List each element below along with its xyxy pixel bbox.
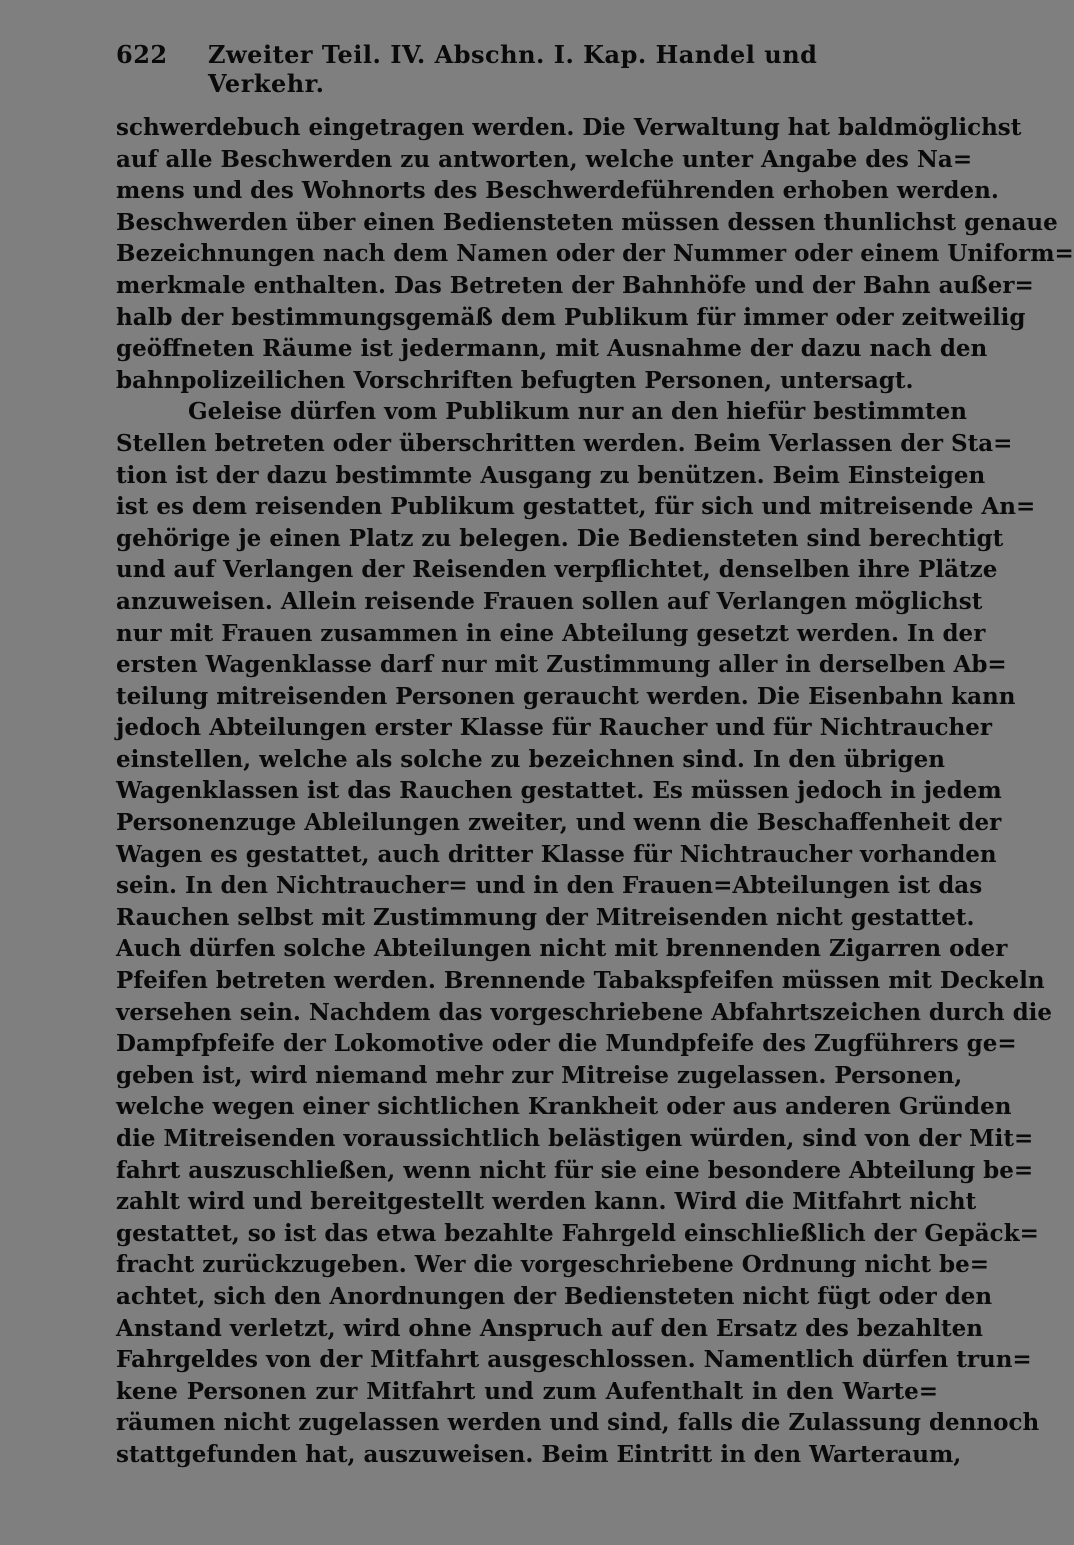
text-line: Fahrgeldes von der Mitfahrt ausgeschlossen. Namentlich dürfen trun= [116, 1346, 1032, 1374]
text-line: anzuweisen. Allein reisende Frauen sollen auf Verlangen möglichst [116, 587, 983, 615]
text-line: räumen nicht zugelassen werden und sind, falls die Zulassung dennoch [116, 1409, 1040, 1437]
text-line: Bezeichnungen nach dem Namen oder der Nummer oder einem Uniform= [116, 240, 1074, 268]
text-line: und auf Verlangen der Reisenden verpflichtet, denselben ihre Plätze [116, 556, 998, 584]
text-line: bahnpolizeilichen Vorschriften befugten Personen, untersagt. [116, 366, 914, 394]
text-line: Auch dürfen solche Abteilungen nicht mit brennenden Zigarren oder [116, 935, 1008, 963]
text-line: achtet, sich den Anordnungen der Bediensteten nicht fügt oder den [116, 1282, 993, 1310]
text-line: sein. In den Nichtraucher= und in den Frauen=Abteilungen ist das [116, 872, 983, 900]
page-number: 622 [116, 40, 168, 69]
text-line: tion ist der dazu bestimmte Ausgang zu benützen. Beim Einsteigen [116, 461, 986, 489]
text-line: welche wegen einer sichtlichen Krankheit oder aus anderen Gründen [116, 1093, 1012, 1121]
text-line: einstellen, welche als solche zu bezeichnen sind. In den übrigen [116, 745, 945, 773]
text-line: ersten Wagenklasse darf nur mit Zustimmung aller in derselben Ab= [116, 651, 1007, 679]
body-text [116, 112, 1074, 1471]
text-line: jedoch Abteilungen erster Klasse für Raucher und für Nichtraucher [116, 714, 993, 742]
text-line: fracht zurückzugeben. Wer die vorgeschriebene Ordnung nicht be= [116, 1251, 990, 1279]
text-line: die Mitreisenden voraussichtlich belästigen würden, sind von der Mit= [116, 1125, 1034, 1152]
text-line: Rauchen selbst mit Zustimmung der Mitreisenden nicht gestattet. [116, 903, 975, 931]
text-line: zahlt wird und bereitgestellt werden kann. Wird die Mitfahrt nicht [116, 1188, 977, 1216]
text-line: Anstand verletzt, wird ohne Anspruch auf den Ersatz des bezahlten [116, 1314, 983, 1342]
text-line: Dampfpfeife der Lokomotive oder die Mundpfeife des Zugführers ge= [116, 1030, 1017, 1058]
text-line: geöffneten Räume ist jedermann, mit Ausnahme der dazu nach den [116, 335, 988, 363]
text-line: Geleise dürfen vom Publikum nur an den hiefür bestimmten [188, 398, 967, 426]
text-line: Personenzuge Ableilungen zweiter, und wenn die Beschaffenheit der [116, 809, 1002, 837]
text-line: merkmale enthalten. Das Betreten der Bahnhöfe und der Bahn außer= [116, 271, 1034, 299]
text-line: Pfeifen betreten werden. Brennende Tabakspfeifen müssen mit Deckeln [116, 967, 1045, 995]
text-line: gestattet, so ist das etwa bezahlte Fahrgeld einschließlich der Gepäck= [116, 1219, 1039, 1247]
text-line: Stellen betreten oder überschritten werden. Beim Verlassen der Sta= [116, 429, 1013, 457]
text-line: auf alle Beschwerden zu antworten, welche unter Angabe des Na= [116, 145, 973, 173]
text-line: Beschwerden über einen Bediensteten müssen dessen thunlichst genaue [116, 208, 1058, 236]
text-line: geben ist, wird niemand mehr zur Mitreise zugelassen. Personen, [116, 1061, 963, 1089]
text-line: versehen sein. Nachdem das vorgeschriebene Abfahrtszeichen durch die [116, 998, 1053, 1026]
text-line: ist es dem reisenden Publikum gestattet, für sich und mitreisende An= [116, 493, 1036, 521]
text-line: Wagen es gestattet, auch dritter Klasse für Nichtraucher vorhanden [116, 840, 997, 868]
text-line: gehörige je einen Platz zu belegen. Die Bediensteten sind berechtigt [116, 524, 1004, 552]
text-line: stattgefunden hat, auszuweisen. Beim Eintritt in den Warteraum, [116, 1440, 962, 1468]
text-line: teilung mitreisenden Personen geraucht werden. Die Eisenbahn kann [116, 682, 1016, 710]
text-line: nur mit Frauen zusammen in eine Abteilung gesetzt werden. In der [116, 619, 986, 647]
text-line: schwerdebuch eingetragen werden. Die Verwaltung hat baldmöglichst [116, 114, 1022, 141]
page-header [116, 40, 836, 98]
text-line: mens und des Wohnorts des Beschwerdeführenden erhoben werden. [116, 177, 999, 205]
text-line: kene Personen zur Mitfahrt und zum Aufenthalt in den Warte= [116, 1377, 938, 1405]
text-line: Wagenklassen ist das Rauchen gestattet. Es müssen jedoch in jedem [116, 777, 1002, 805]
text-line: fahrt auszuschließen, wenn nicht für sie eine besondere Abteilung be= [116, 1156, 1034, 1184]
text-line: halb der bestimmungsgemäß dem Publikum für immer oder zeitweilig [116, 303, 1026, 331]
running-head: Zweiter Teil. IV. Abschn. I. Kap. Handel und Verkehr. [208, 40, 818, 98]
